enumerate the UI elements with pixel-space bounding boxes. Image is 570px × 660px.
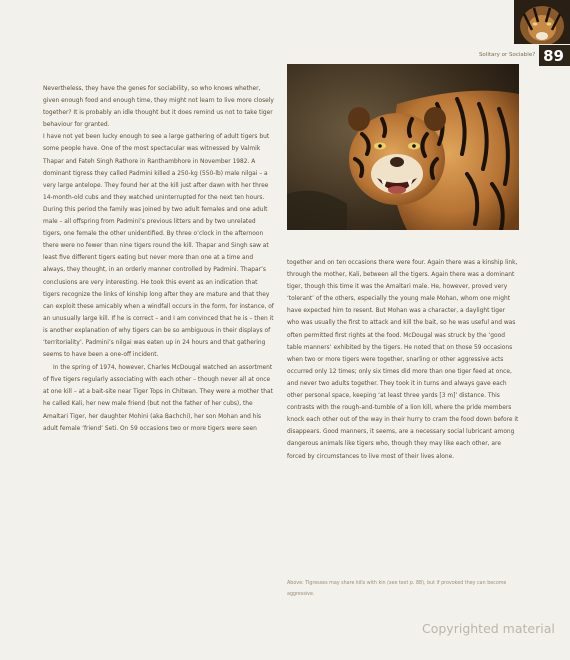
page-number: 89 xyxy=(539,45,570,66)
photo-caption: Above: Tigresses may share kills with kin (see text p. 88), but if provoked they can become aggressive. xyxy=(287,581,507,597)
snarling-tiger-photo xyxy=(287,64,519,230)
page-header xyxy=(479,44,570,66)
paragraph: In the spring of 1974, however, Charles McDougal watched an assortment of five tigers regularly associating with each other – though never all at once at one kill – at a bait-site near Tiger Tops in Chitwan. They were a mother that he called Kali, her new male friend (but not the father of her cubs), the Amaltari Tiger, her daughter Mohini (aka Bachchi), her son Mohan and his adult female ‘friend’ Seti. On 59 occasions two or more tigers were seen xyxy=(43,365,273,432)
paragraph: together and on ten occasions there were four. Again there was a kinship link, through the mother, Kali, between all the tigers. Again there was a dominant tiger, though this time it was the Amaltari male. He, however, proved very ‘tolerant’ of the others, especially the young male Mohan, whom one might have expected him to resent. But Mohan was a character, a daylight tiger who was usually the first to attack and kill the bait, so he was useful and was often permitted first rights at the food. McDougal was struck by the ‘good table manners’ exhibited by the tigers. He noted that on those 59 occasions when two or more tigers were together, snarling or other aggressive acts occurred only 12 times; only six times did more than one tiger feed at once, and never two adults together. They took it in turns and always gave each other personal space, keeping ‘at least three yards [3 m]’ distance. This contrasts with the rough-and-tumble of a lion kill, where the pride members knock each other out of the way in their hurry to cram the food down before it disappears. Good manners, it seems, are a necessary social lubricant among dangerous animals like tigers who, though they may like each other, are forced by circumstances to live most of their lives alone. xyxy=(287,260,519,460)
right-text-column xyxy=(287,257,519,463)
running-head: Solitary or Sociable? xyxy=(478,52,536,58)
copyright-watermark: Copyrighted material xyxy=(422,621,555,636)
left-text-column xyxy=(43,83,275,435)
paragraph: Nevertheless, they have the genes for sociability, so who knows whether, given enough food and enough time, they might not learn to live more closely together? It is probably an idle thought but it does remind us not to take tiger behaviour for granted. xyxy=(43,86,274,129)
paragraph: I have not yet been lucky enough to see a large gathering of adult tigers but some people have. One of the most spectacular was witnessed by Valmik Thapar and Fateh Singh Rathore in Ranthambhore in November 1982. A dominant tigress they called Padmini killed a 250-kg (550-lb) male nilgai – a very large antelope. They found her at the kill just after dawn with her three 14-month-old cubs and they watched uninterrupted for the next ten hours. During this period the family was joined by two adult females and one adult male – all offspring from Padmini’s previous litters and by two unrelated tigers, one female the other unidentified. By three o’clock in the afternoon there were no fewer than nine tigers round the kill. Thapar and Singh saw at least five different tigers eating but never more than one at a time and always, they thought, in an orderly manner controlled by Padmini. Thapar’s conclusions are very interesting. He took this event as an indication that tigers recognize the links of kinship long after they are mature and that they can exploit these amicably when a windfall occurs in the form, for instance, of an unusually large kill. If he is correct – and I am convinced that he is – then it is another explanation of why tigers can be so ambiguous in their displays of ‘territoriality’. Padmini’s nilgai was eaten up in 24 hours and that gathering seems to have been a one-off incident. xyxy=(43,134,274,359)
corner-tiger-thumbnail xyxy=(514,0,570,44)
